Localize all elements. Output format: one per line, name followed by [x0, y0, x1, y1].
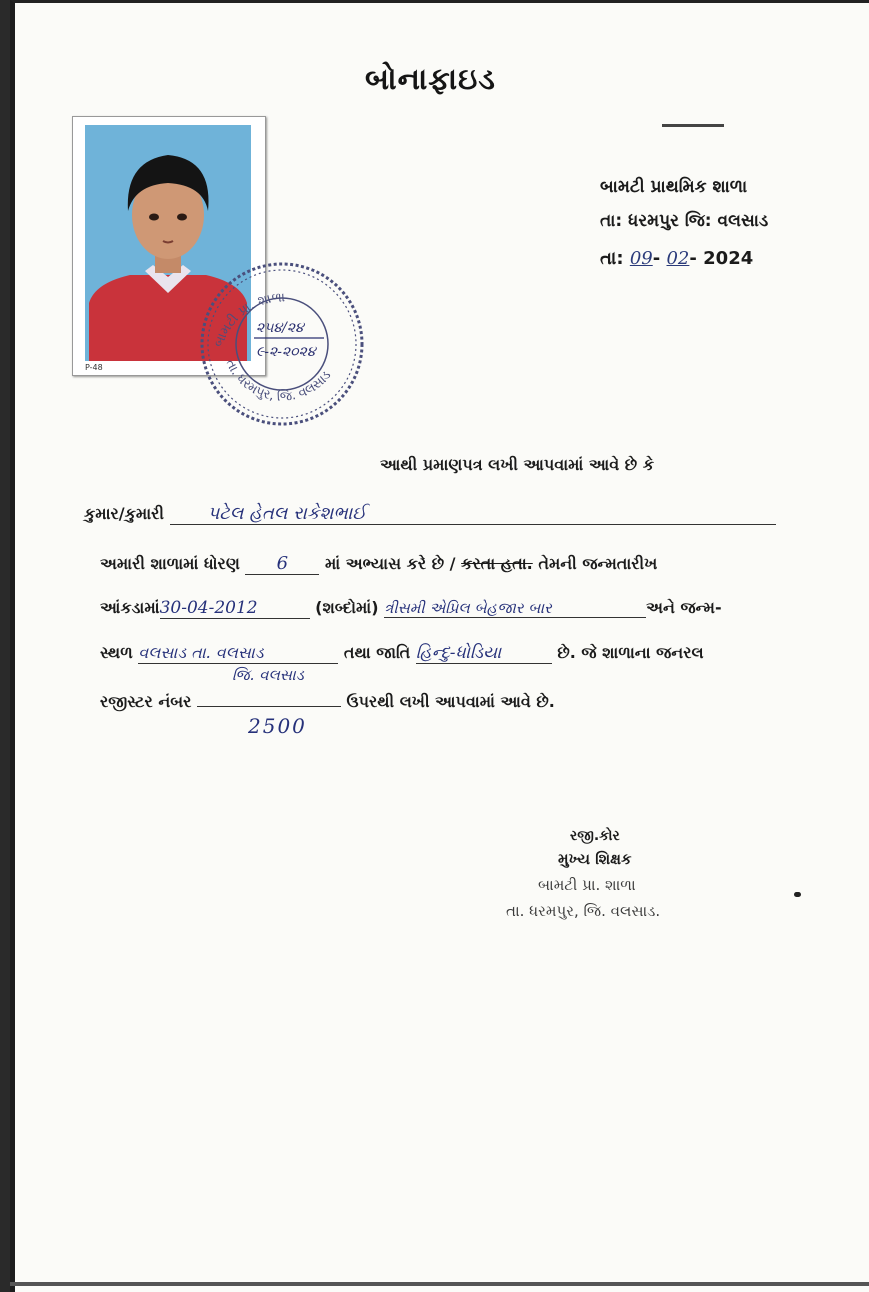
- register-number-value: 2500: [248, 714, 307, 738]
- birthplace-label: સ્થળ: [100, 643, 133, 662]
- register-intro: છે. જે શાળાના જનરલ: [557, 643, 704, 662]
- dob-line: [100, 598, 722, 619]
- standard-label: અમારી શાળામાં ધોરણ: [100, 554, 240, 573]
- caste-value: હિન્દુ-ધોડિયા: [416, 643, 552, 664]
- header-dash-mark: [662, 124, 724, 127]
- birthplace-value: વલસાડ તા. વલસાડ: [138, 643, 338, 664]
- dob-words-label: (શબ્દોમાં): [315, 598, 379, 617]
- birthplace-suffix: અને જન્મ-: [646, 598, 722, 617]
- dob-intro: તેમની જન્મતારીખ: [538, 554, 658, 573]
- photo-label: P-48: [85, 363, 103, 372]
- study-text: માં અભ્યાસ કરે છે /: [324, 554, 456, 573]
- ink-dot: [794, 892, 801, 897]
- page-bottom-border: [10, 1282, 869, 1286]
- certificate-title: બોનાફાઇડ: [365, 62, 496, 97]
- issue-date-label: તા:: [600, 248, 624, 269]
- issue-date: તા: 09- 02- 2024: [600, 248, 754, 269]
- dob-digits-value: 30-04-2012: [160, 598, 310, 619]
- name-line: [84, 503, 776, 525]
- signature-taluka: તા. ધરમપુર, જિ. વલસાડ.: [506, 902, 661, 920]
- school-taluka: તા: ધરમપુર જિ: વલસાડ: [600, 211, 769, 231]
- school-seal-stamp: [196, 252, 368, 432]
- issue-date-day: 09: [629, 248, 653, 269]
- dob-words-value: ત્રીસમી એપ્રિલ બેહજાર બાર: [384, 599, 646, 618]
- birthplace-district: જિ. વલસાડ: [232, 666, 304, 684]
- certificate-intro: આથી પ્રમાણપત્ર લખી આપવામાં આવે છે કે: [380, 455, 655, 474]
- register-line: [100, 692, 555, 712]
- stamp-date: ૯-૨-૨૦૨૪: [256, 344, 316, 360]
- issue-date-month: 02: [666, 248, 690, 269]
- signature-title: મુખ્ય શિક્ષક: [558, 850, 632, 868]
- stamp-bottom-text: તા. ધરમપુર, જિ. વલસાડ: [222, 357, 335, 405]
- standard-value: 6: [245, 553, 319, 575]
- dob-digits-label: આંકડામાં: [100, 598, 160, 617]
- register-label: રજીસ્ટર નંબર: [100, 692, 192, 711]
- stamp-top-text: બામટી પ્રા. શાળા: [211, 290, 286, 350]
- signature-school: બામટી પ્રા. શાળા: [538, 876, 636, 894]
- study-struck-text: કરતા હતા.: [461, 554, 533, 573]
- student-name-value: પટેલ હેતલ રાકેશભાઈ: [170, 503, 776, 525]
- birthplace-line: [100, 643, 704, 664]
- issue-date-year: 2024: [703, 248, 754, 269]
- closing-text: ઉપરથી લખી આપવામાં આવે છે.: [346, 692, 555, 711]
- signature-line1: રજી.કોર: [570, 828, 620, 844]
- school-name: બામટી પ્રાથમિક શાળા: [600, 177, 748, 197]
- standard-line: [100, 553, 657, 575]
- stamp-number: ૨૫૪/૨૪: [256, 320, 304, 336]
- name-label: કુમાર/કુમારી: [84, 504, 164, 523]
- caste-label: તથા જાતિ: [343, 643, 411, 662]
- register-blank: [197, 692, 341, 707]
